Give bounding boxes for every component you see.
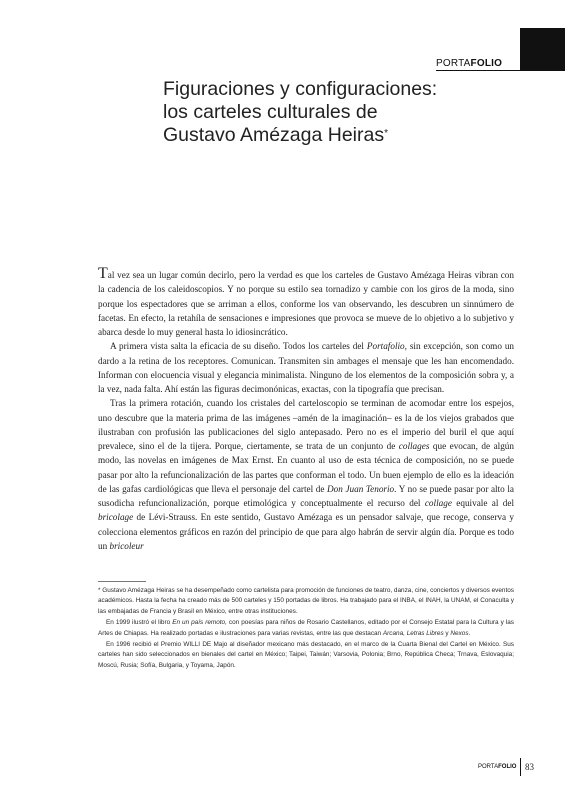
- footnote-mark: *: [384, 128, 389, 139]
- drop-cap: T: [98, 265, 108, 282]
- footnote-italic: Nexos: [450, 629, 469, 637]
- body-text: Tras la primera rotación, cuando los cristales del carteloscopio se terminan de acomodar entre los espejos, uno descubre que la materia prima de las imágenes –amén de la imaginación– es la de los viejos grabados que ilustraban con profusión las publicaciones del siglo antepasado. Pero no es el imperio del buril el que aquí prevalece, sino el de la tijera. Porque, ciertamente, se trata de un conjunto de: [98, 398, 514, 451]
- footnote-italic: En un país remoto,: [172, 619, 227, 627]
- footnote-text: En 1999 ilustró el libro: [106, 619, 173, 627]
- body-text: A primera vista salta la eficacia de su diseño. Todos los carteles del: [110, 341, 367, 352]
- footnote-rule: [98, 581, 146, 582]
- footer-label-light: PORTA: [478, 764, 499, 770]
- footnote-text: .: [468, 629, 471, 637]
- footer-label-bold: FOLIO: [498, 764, 517, 770]
- body-paragraph-2: [98, 339, 514, 396]
- title-line-2: los carteles culturales de: [163, 101, 378, 123]
- footnote-italic: Arcana, Letras Libres: [382, 629, 444, 637]
- body-paragraph-1-text: al vez sea un lugar común decirlo, pero la verdad es que los carteles de Gustavo Amézaga Heiras vibran con la cadencia de los caleidoscopios. Y no porque su estilo sea tornadizo y cambie con los giros de la moda, sino porque los espectadores que se arriman a ellos, conforme los van observando, les descubren un sinnúmero de facetas. En efecto, la retahíla de sensaciones e impresiones que provoca se mueve de lo objetivo a lo subjetivo y abarca desde lo muy general hasta lo idiosincrático.: [98, 270, 514, 337]
- section-tab-block: [520, 28, 565, 70]
- body-italic: bricoleur: [109, 540, 144, 551]
- body-paragraph-1: [98, 265, 514, 339]
- body-italic: bricolage: [98, 512, 134, 523]
- title-line-1: Figuraciones y configuraciones:: [163, 78, 438, 100]
- title-line-3: Gustavo Amézaga Heiras: [163, 124, 385, 146]
- footnote-text: con poesías para niños de Rosario Castellanos, editado por el Consejo Estatal para la Cultura y las Artes de Chiapas. Ha realizado portadas e ilustraciones para varias revistas, entre las que destacan: [98, 619, 514, 637]
- body-text: de Lévi-Strauss. En este sentido, Gustavo Amézaga es un pensador salvaje, que recoge, conserva y colecciona elementos gráficos en razón del principio de que para algo habrán de servir algún día. Porque es todo un: [98, 512, 514, 551]
- title-line-3-wrapper: [163, 124, 503, 147]
- body-italic: Don Juan Tenorio: [327, 483, 395, 494]
- footnotes: [98, 586, 514, 672]
- header-rule: [436, 70, 565, 71]
- footnote-1: * Gustavo Amézaga Heiras se ha desempeñado como cartelista para promoción de funciones de teatro, danza, cine, conciertos y diversos eventos académicos. Hasta la fecha ha creado más de 500 carteles y 150 portadas de libros. Ha trabajado para el INBA, el INAH, la UNAM, el Conaculta y las embajadas de Francia y Brasil en México, entre otras instituciones.: [98, 587, 514, 615]
- body-text: . Y no se puede pasar por alto la susodicha refuncionalización, porque etimológica y conceptualmente el recurso del: [98, 483, 514, 508]
- footer-section-label: [478, 762, 518, 772]
- body-italic: collage: [424, 498, 452, 508]
- body-text: sin excepción, son como un dardo a la retina de los receptores. Comunican. Transmiten sin ambages el mensaje que les han encomendado. Informan con elocuencia visual y elegancia minimalista. Ninguno de los elementos de la composición sobra y, a la vez, nada falta. Ahí están las figuras decimonónicas, exactas, con la tipografía que precisan.: [98, 341, 515, 394]
- article-body: [98, 265, 515, 553]
- footnote-text: y: [443, 629, 451, 637]
- article-title: [163, 78, 503, 147]
- body-italic: Portafolio,: [366, 341, 407, 352]
- footer-separator: [520, 758, 521, 776]
- page-number: 83: [525, 762, 534, 772]
- body-italic: collages: [398, 441, 430, 451]
- body-text: equivale al del: [451, 498, 514, 508]
- footnote-3: En 1996 recibió el Premio WILLI DE Majo al diseñador mexicano más destacado, en el marco de la Cuarta Bienal del Cartel en México. Sus carteles han sido seleccionados en bienales del cartel en México; Taipei, Taiwán; Varsovia, Polonia; Brno, República Checa; Trnava, Eslovaquia; Moscú, Rusia; Sofía, Bulgaria, y Toyama, Japón.: [98, 641, 514, 669]
- body-text: que evocan, de algún modo, las novelas en imágenes de Max Ernst. En cuanto al uso de esta técnica de composición, no se puede pasar por alto la refuncionalización de las partes que conforman el todo. Un buen ejemplo de ello es la ideación de las gafas cardiológicas que lleva el personaje del cartel de: [98, 441, 514, 494]
- body-paragraph-3: [98, 396, 514, 553]
- footnote-2: [98, 618, 514, 639]
- section-label-light: PORTA: [436, 58, 471, 69]
- section-label-bold: FOLIO: [470, 58, 503, 69]
- section-label: [436, 58, 520, 70]
